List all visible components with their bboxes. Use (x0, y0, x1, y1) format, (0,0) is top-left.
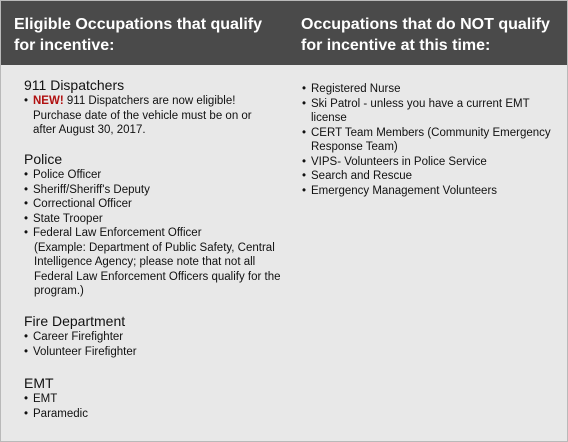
new-badge: NEW! (33, 95, 64, 107)
list-item-label: Federal Law Enforcement Officer (33, 227, 202, 239)
list-item: • Career Firefighter (24, 330, 286, 345)
emt-list (24, 392, 286, 421)
section-title: Fire Department (24, 313, 126, 329)
dispatchers-list (24, 94, 286, 138)
list-item (24, 226, 286, 299)
list-item: • Volunteer Firefighter (24, 345, 286, 360)
eligible-column (1, 65, 291, 441)
list-item (24, 94, 258, 138)
list-item: • CERT Team Members (Community Emergency Response Team) (302, 126, 564, 155)
list-item: • Paramedic (24, 407, 286, 422)
police-list (24, 168, 286, 299)
emt-section (24, 375, 286, 421)
not-eligible-column (291, 65, 567, 441)
list-item: • State Trooper (24, 212, 286, 227)
not-eligible-list (302, 82, 564, 198)
section-title: Police (24, 151, 63, 167)
list-item: • Emergency Management Volunteers (302, 184, 564, 199)
fire-list (24, 330, 286, 359)
list-item: • VIPS- Volunteers in Police Service (302, 155, 564, 170)
list-item: • Search and Rescue (302, 169, 564, 184)
not-eligible-header: Occupations that do NOT qualify for incentive at this time: (301, 16, 550, 54)
section-title: EMT (24, 375, 54, 391)
list-item: • EMT (24, 392, 286, 407)
list-item: • Sheriff/Sheriff's Deputy (24, 183, 286, 198)
section-title: 911 Dispatchers (24, 77, 125, 93)
federal-note: (Example: Department of Public Safety, Central Intelligence Agency; please note that not all Federal Law Enforcement Officers qualify for the program.) (34, 241, 281, 297)
dispatchers-text: 911 Dispatchers are now eligible! Purchase date of the vehicle must be on or after August 30, 2017. (33, 95, 252, 136)
list-item: • Correctional Officer (24, 197, 286, 212)
police-section (24, 151, 286, 299)
list-item: • Police Officer (24, 168, 286, 183)
list-item: • Registered Nurse (302, 82, 564, 97)
eligible-header: Eligible Occupations that qualify for incentive: (14, 16, 263, 54)
table-header (1, 1, 567, 65)
list-item: • Ski Patrol - unless you have a current EMT license (302, 97, 564, 126)
fire-section (24, 313, 286, 359)
dispatchers-section (24, 77, 286, 138)
